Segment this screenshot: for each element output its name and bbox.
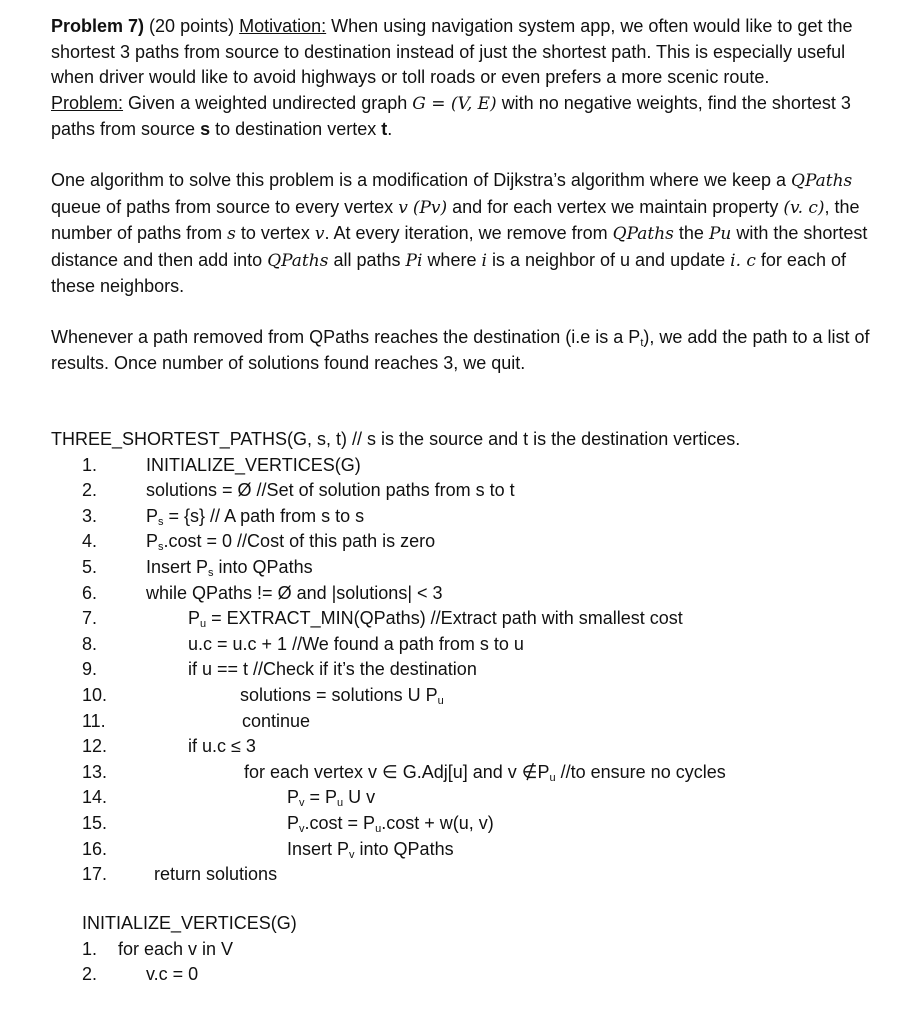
code-line: [51, 453, 891, 479]
code-line: [51, 529, 891, 555]
line-number: 2.: [82, 480, 98, 501]
math: QPaths: [267, 250, 329, 271]
init-signature: INITIALIZE_VERTICES(G): [82, 913, 297, 933]
math: Pu: [708, 224, 732, 245]
line-number: 15.: [82, 812, 108, 833]
code-line: [51, 581, 891, 607]
code-text: $P_v = P_u$ U v: [287, 787, 376, 810]
text: queue of paths from source to every vertex: [51, 196, 394, 217]
code-line: [51, 606, 891, 632]
line-number: 12.: [82, 736, 108, 757]
code-text: for each v in V: [118, 938, 234, 959]
code-text: v.c = 0: [146, 964, 199, 985]
code-line: [51, 683, 891, 709]
problem-label: Problem 7): [51, 16, 145, 36]
line-number: 2.: [82, 964, 98, 985]
math: (Pv): [412, 197, 448, 218]
line-number: 11.: [82, 710, 106, 731]
code-text: solutions = Ø //Set of solution paths from s to t: [146, 480, 515, 501]
text: with the shortest distance and then add into: [51, 223, 868, 270]
text: is a neighbor of u and update: [491, 249, 726, 270]
line-number: 1.: [82, 938, 98, 959]
problem-points: (20 points): [149, 16, 235, 36]
problem-text: [51, 14, 871, 376]
code-line: [51, 555, 891, 581]
code-lines: [51, 453, 891, 888]
subscript: t: [640, 336, 644, 349]
code-line: [51, 478, 891, 504]
problem-text-1: Given a weighted undirected graph: [128, 92, 408, 113]
code-text: Insert $P_s$ into QPaths: [146, 556, 313, 579]
problem-heading: Problem:: [51, 92, 124, 113]
text: and for each vertex we maintain property: [452, 196, 779, 217]
initialize-procedure: [82, 911, 582, 988]
algorithm-description: [51, 168, 871, 300]
text: Whenever a path removed from QPaths reaches the destination (i.e is a P: [51, 326, 641, 347]
problem-statement: [51, 14, 871, 143]
line-number: 10.: [82, 684, 108, 705]
text: . At every iteration, we remove from: [324, 223, 608, 244]
code-text: solutions = solutions U $P_u$: [240, 684, 444, 707]
text: to vertex: [240, 223, 310, 244]
text: for each of these neighbors.: [51, 249, 846, 297]
destination-vertex: t: [381, 119, 388, 140]
code-text: Insert $P_v$ into QPaths: [287, 838, 454, 861]
line-number: 9.: [82, 659, 98, 680]
code-text: return solutions: [154, 864, 278, 885]
code-text: INITIALIZE_VERTICES(G): [146, 454, 361, 475]
code-line: [51, 785, 891, 811]
math: v: [398, 197, 408, 218]
code-line: [51, 504, 891, 530]
math: i: [481, 250, 487, 271]
text: , the number of paths from: [51, 196, 860, 244]
init-line: [82, 962, 582, 988]
text: ), we add the path to a list of results. Once number of solutions found reaches 3, we quit.: [51, 326, 870, 373]
text: the: [678, 223, 704, 244]
code-line: [51, 709, 891, 735]
line-number: 17.: [82, 864, 108, 885]
math: s: [227, 224, 236, 245]
math: i. c: [730, 250, 756, 271]
text: where: [427, 249, 477, 270]
code-text: if u == t //Check if it’s the destination: [188, 659, 477, 680]
code-text: continue: [242, 710, 311, 731]
code-line: [51, 657, 891, 683]
code-line: [51, 734, 891, 760]
line-number: 5.: [82, 556, 98, 577]
text: all paths: [333, 249, 401, 270]
line-number: 4.: [82, 531, 98, 552]
code-text: $P_s.\cos t = 0$ //Cost of this path is zero: [146, 531, 436, 554]
function-signature: THREE_SHORTEST_PATHS(G, s, t) // s is the source and t is the destination vertices.: [51, 429, 741, 449]
math: v: [314, 224, 325, 245]
math: (v. c): [783, 197, 825, 218]
line-number: 14.: [82, 787, 108, 808]
problem-text-3: to destination vertex: [215, 119, 377, 140]
code-line: [51, 632, 891, 658]
code-text: $P_u$ = EXTRACT_MIN(QPaths) //Extract path with smallest cost: [188, 608, 683, 631]
code-line: [51, 837, 891, 863]
math: QPaths: [612, 224, 674, 245]
line-number: 7.: [82, 608, 98, 629]
code-text: for each vertex v ∈ G.Adj[u] and v $\notin P_u$ //to ensure no cycles: [244, 761, 726, 784]
line-number: 13.: [82, 761, 108, 782]
line-number: 6.: [82, 582, 98, 603]
motivation-text: When using navigation system app, we often would like to get the shortest 3 paths from source to destination instead of just the shortest path. This is especially useful when driver would like to avoid highways or toll roads or even prefers a more scenic route.: [51, 16, 853, 88]
pseudocode-block: [51, 427, 891, 888]
init-lines: [82, 937, 582, 988]
math: Pi: [405, 250, 423, 271]
whenever-paragraph: [51, 325, 871, 376]
code-line: [51, 862, 891, 888]
graph-expression: G = (V, E): [412, 93, 497, 114]
code-text: $P_s = \{s\} // A$ path from s to s: [146, 505, 365, 528]
code-text: $P_v.\cos t = P_u.\cos t + w(u$, v): [287, 812, 494, 835]
line-number: 16.: [82, 838, 108, 859]
code-line: [51, 811, 891, 837]
code-text: if u.c ≤ 3: [188, 736, 256, 757]
code-text: u.c = u.c + 1 //We found a path from s to u: [188, 633, 524, 654]
code-text: while QPaths != Ø and |solutions| < 3: [146, 582, 443, 603]
text: One algorithm to solve this problem is a modification of Dijkstra’s algorithm where we keep a: [51, 169, 786, 190]
math: QPaths: [791, 170, 853, 191]
line-number: 1.: [82, 454, 98, 475]
problem-text-2: with no negative weights, find the shortest 3 paths from source: [51, 92, 851, 140]
init-line: [82, 937, 582, 963]
code-line: [51, 760, 891, 786]
line-number: 3.: [82, 505, 98, 526]
period: .: [387, 119, 393, 140]
line-number: 8.: [82, 633, 98, 654]
motivation-label: Motivation:: [239, 16, 327, 36]
source-vertex: s: [200, 119, 211, 140]
